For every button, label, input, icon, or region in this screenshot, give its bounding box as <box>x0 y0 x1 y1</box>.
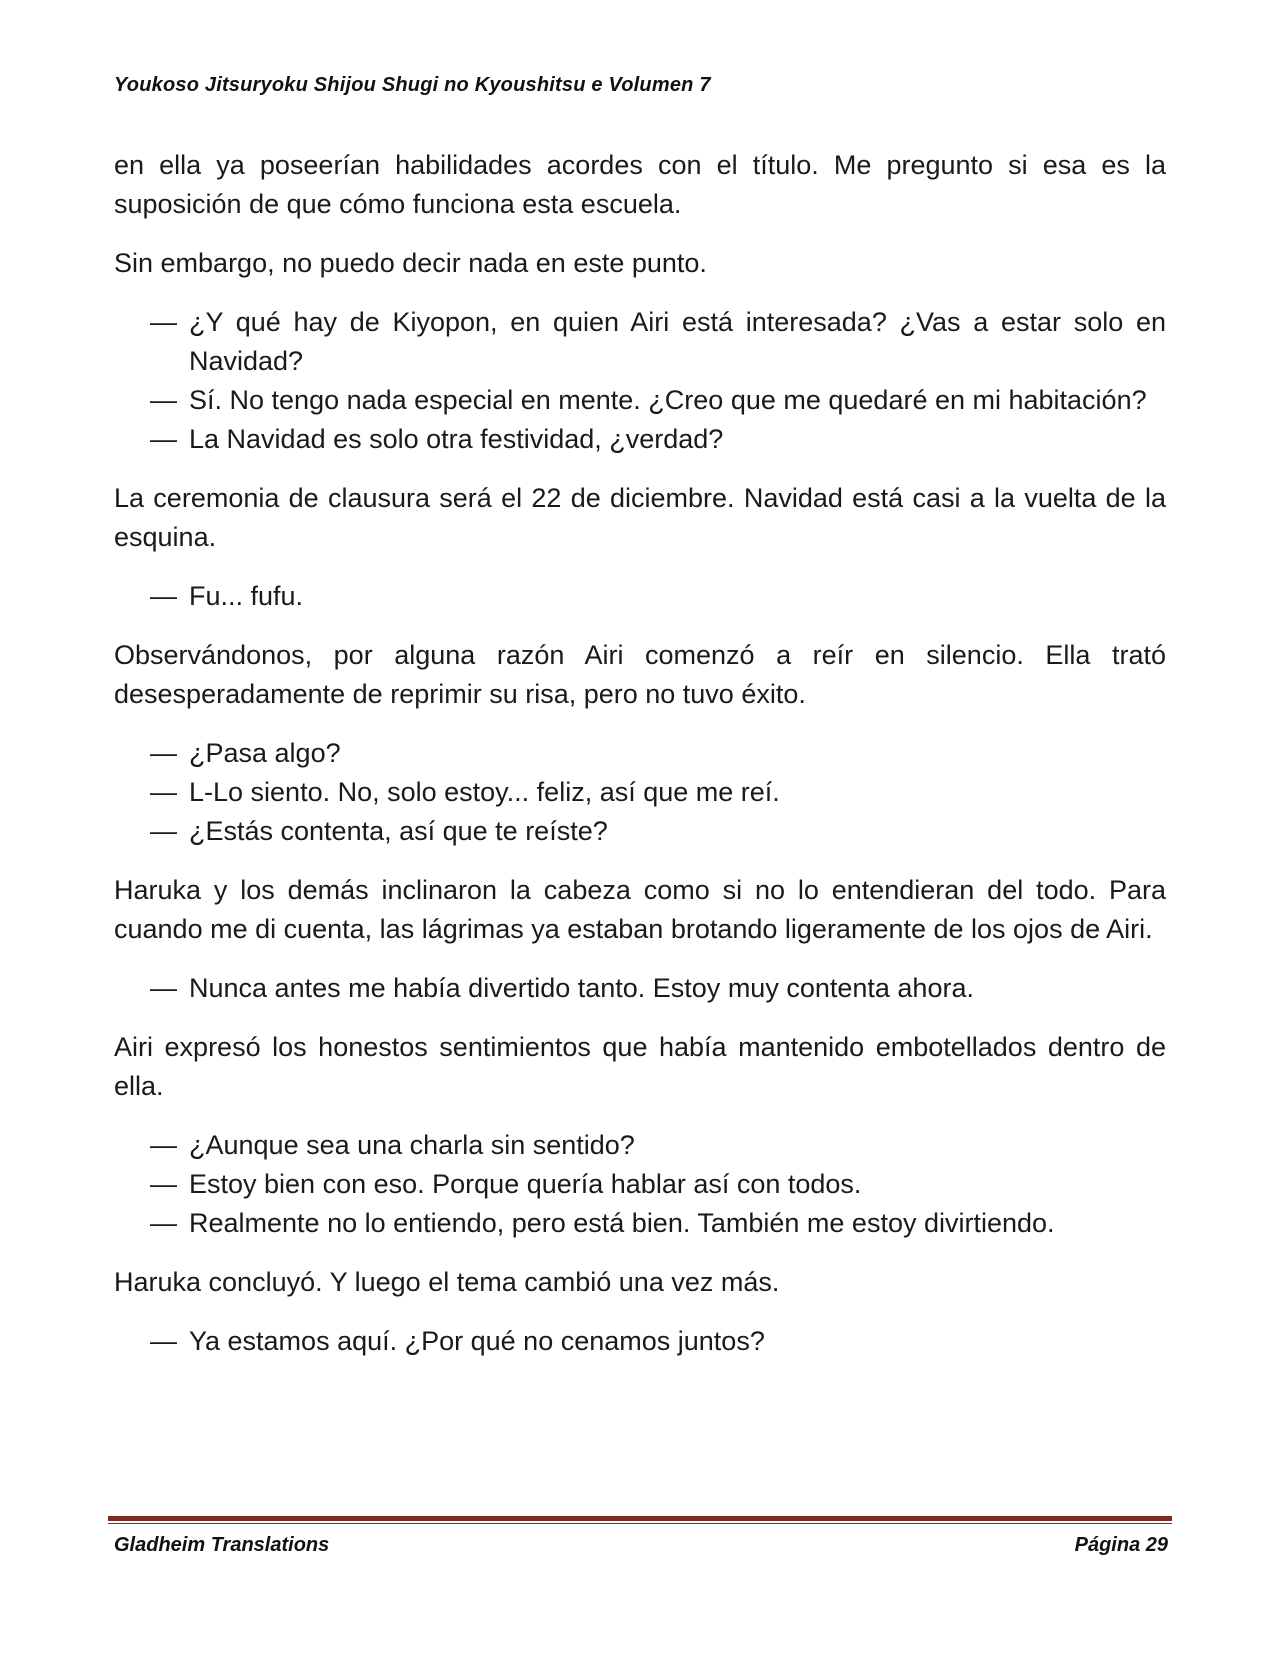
dialogue-dash: — <box>150 973 177 1003</box>
page-number: Página 29 <box>1074 1534 1168 1556</box>
paragraph: Airi expresó los honestos sentimientos que había mantenido embotellados dentro de ella. <box>114 1032 1166 1101</box>
dialogue-block <box>114 303 1166 459</box>
dialogue-line: — Estoy bien con eso. Porque quería hablar así con todos. <box>114 1165 1166 1204</box>
footer-credit: Gladheim Translations <box>114 1534 330 1556</box>
dialogue-line: — L-Lo siento. No, solo estoy... feliz, así que me reí. <box>114 773 1166 812</box>
page-body <box>114 146 1166 1381</box>
dialogue-line: — ¿Aunque sea una charla sin sentido? <box>114 1126 1166 1165</box>
dialogue-dash: — <box>150 1169 177 1199</box>
dialogue-line: — Ya estamos aquí. ¿Por qué no cenamos juntos? <box>114 1322 1166 1361</box>
paragraph: Haruka y los demás inclinaron la cabeza como si no lo entendieran del todo. Para cuando me di cuenta, las lágrimas ya estaban brotando ligeramente de los ojos de Airi. <box>114 875 1166 944</box>
dialogue-dash: — <box>150 1208 177 1238</box>
paragraph: en ella ya poseerían habilidades acordes con el título. Me pregunto si esa es la suposición de que cómo funciona esta escuela. <box>114 150 1166 219</box>
dialogue-dash: — <box>150 738 177 768</box>
paragraph: La ceremonia de clausura será el 22 de diciembre. Navidad está casi a la vuelta de la esquina. <box>114 483 1166 552</box>
dialogue-dash: — <box>150 777 177 807</box>
dialogue-block <box>114 1126 1166 1243</box>
dialogue-dash: — <box>150 581 177 611</box>
dialogue-dash: — <box>150 307 177 337</box>
dialogue-dash: — <box>150 1326 177 1356</box>
dialogue-line: — ¿Y qué hay de Kiyopon, en quien Airi está interesada? ¿Vas a estar solo en Navidad? <box>114 303 1166 381</box>
dialogue-block <box>114 969 1166 1008</box>
dialogue-dash: — <box>150 1130 177 1160</box>
paragraph: Haruka concluyó. Y luego el tema cambió una vez más. <box>114 1267 780 1297</box>
footer-divider <box>108 1516 1172 1521</box>
dialogue-block <box>114 577 1166 616</box>
dialogue-dash: — <box>150 816 177 846</box>
dialogue-dash: — <box>150 385 177 415</box>
dialogue-block <box>114 734 1166 851</box>
dialogue-line: — Nunca antes me había divertido tanto. Estoy muy contenta ahora. <box>114 969 1166 1008</box>
dialogue-block <box>114 1322 1166 1361</box>
dialogue-line: — Fu... fufu. <box>114 577 1166 616</box>
dialogue-line: — Sí. No tengo nada especial en mente. ¿Creo que me quedaré en mi habitación? <box>114 381 1166 420</box>
dialogue-line: — Realmente no lo entiendo, pero está bien. También me estoy divirtiendo. <box>114 1204 1166 1243</box>
running-header: Youkoso Jitsuryoku Shijou Shugi no Kyoushitsu e Volumen 7 <box>114 74 711 96</box>
dialogue-line: — La Navidad es solo otra festividad, ¿verdad? <box>114 420 1166 459</box>
paragraph: Sin embargo, no puedo decir nada en este punto. <box>114 248 707 278</box>
dialogue-dash: — <box>150 424 177 454</box>
paragraph: Observándonos, por alguna razón Airi comenzó a reír en silencio. Ella trató desesperadamente de reprimir su risa, pero no tuvo éxito. <box>114 640 1166 709</box>
footer-divider-thin <box>108 1523 1172 1524</box>
dialogue-line: — ¿Estás contenta, así que te reíste? <box>114 812 1166 851</box>
dialogue-line: — ¿Pasa algo? <box>114 734 1166 773</box>
